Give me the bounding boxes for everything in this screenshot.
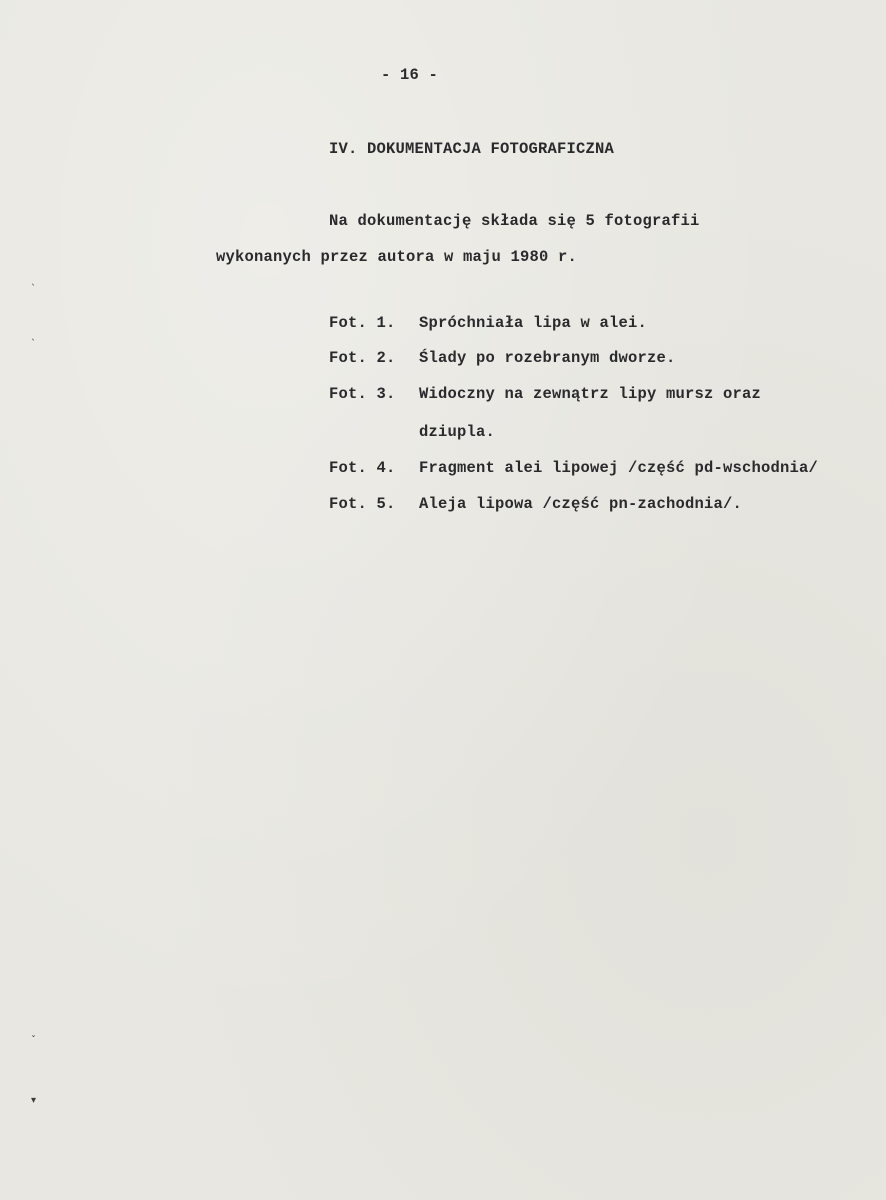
photo-list-item xyxy=(329,385,761,403)
photo-caption: Ślady po rozebranym dworze. xyxy=(419,349,676,367)
margin-speck-icon: ˎ xyxy=(31,275,36,286)
photo-label: Fot. 5. xyxy=(329,495,396,513)
photo-label: Fot. 4. xyxy=(329,459,396,477)
photo-caption: Aleja lipowa /część pn-zachodnia/. xyxy=(419,495,743,513)
photo-list-item xyxy=(329,314,647,332)
section-heading: IV. DOKUMENTACJA FOTOGRAFICZNA xyxy=(329,140,615,158)
photo-label: Fot. 2. xyxy=(329,349,396,367)
margin-speck-icon: ˎ xyxy=(31,330,36,341)
intro-line-1: Na dokumentację składa się 5 fotografii xyxy=(329,212,700,230)
photo-caption-continuation: dziupla. xyxy=(419,423,496,441)
margin-speck-icon: ˇ xyxy=(31,1035,36,1046)
photo-caption: Fragment alei lipowej /część pd-wschodnia/ xyxy=(419,459,819,477)
margin-speck-icon: ▾ xyxy=(31,1095,37,1106)
photo-list-item xyxy=(329,495,742,513)
photo-label: Fot. 3. xyxy=(329,385,396,403)
intro-line-2: wykonanych przez autora w maju 1980 r. xyxy=(216,248,578,266)
photo-list-item xyxy=(329,459,818,477)
photo-label: Fot. 1. xyxy=(329,314,396,332)
photo-caption: Widoczny na zewnątrz lipy mursz oraz xyxy=(419,385,762,403)
photo-list-item xyxy=(329,349,676,367)
photo-caption: Spróchniała lipa w alei. xyxy=(419,314,648,332)
page-number: - 16 - xyxy=(381,66,439,84)
